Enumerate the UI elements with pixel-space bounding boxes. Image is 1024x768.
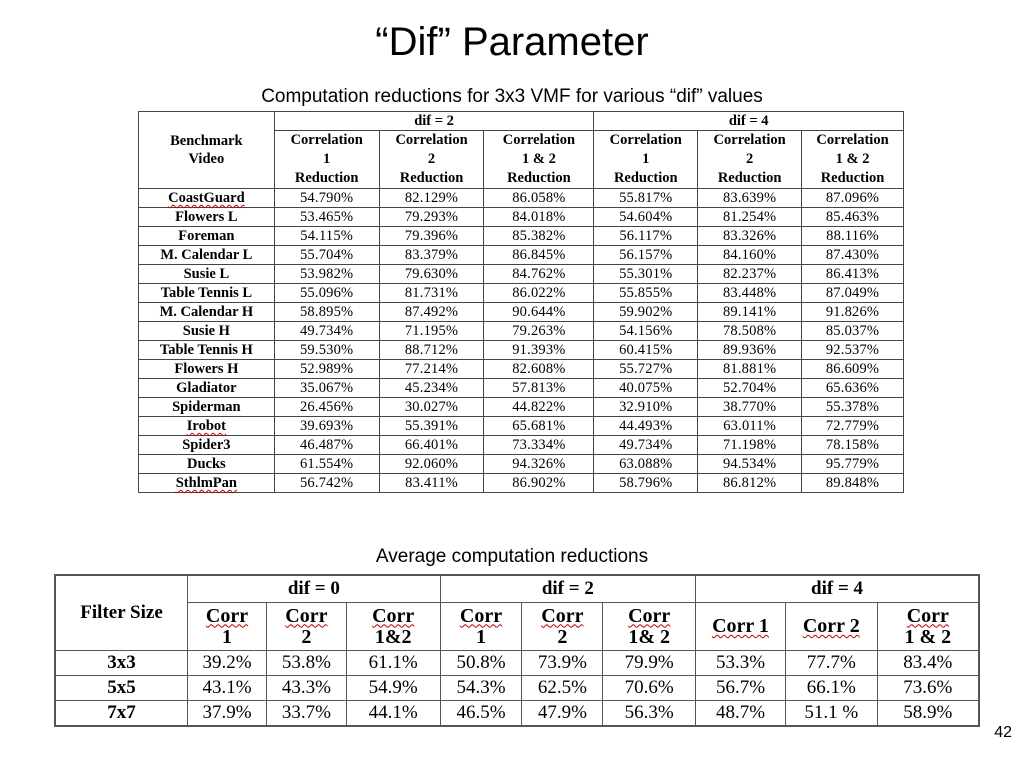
benchmark-name-text: Spider3 [182, 437, 231, 453]
reduction-value: 63.088% [594, 455, 698, 474]
reduction-value: 46.487% [274, 436, 379, 455]
table1-subheader-line: Reduction [399, 170, 464, 186]
table1-subheader-line: 1 & 2 [835, 151, 870, 167]
average-reduction-value: 83.4% [877, 651, 979, 676]
average-reduction-value: 54.3% [440, 676, 522, 701]
page-number: 42 [994, 724, 1012, 741]
average-reduction-value: 37.9% [188, 701, 267, 727]
table2-subheader-line: 1 [222, 625, 233, 648]
reduction-value: 54.156% [594, 322, 698, 341]
table2-group-header-row [55, 575, 979, 603]
average-reduction-value: 53.8% [266, 651, 346, 676]
table2-subheader [696, 603, 786, 651]
table2-subheader [877, 603, 979, 651]
table2-subheader-line: Corr [628, 604, 671, 627]
reduction-value: 82.129% [379, 189, 484, 208]
table2-subheader-line: 1&2 [374, 625, 412, 648]
table1-subheader-line: Correlation [816, 132, 889, 148]
reduction-value: 87.049% [802, 284, 904, 303]
table2-subheader [266, 603, 346, 651]
reduction-value: 66.401% [379, 436, 484, 455]
table1-corner-line2: Video [188, 151, 225, 167]
benchmark-name [139, 303, 275, 322]
reduction-value: 57.813% [484, 379, 594, 398]
average-reduction-value: 53.3% [696, 651, 786, 676]
reduction-value: 77.214% [379, 360, 484, 379]
table-row [139, 303, 904, 322]
table-row [139, 265, 904, 284]
benchmark-name [139, 341, 275, 360]
benchmark-name [139, 189, 275, 208]
table1-subheader-line: Reduction [507, 170, 571, 186]
table2-group-dif0: dif = 0 [188, 575, 441, 603]
reduction-value: 78.158% [802, 436, 904, 455]
table1-subheader-line: Reduction [820, 170, 885, 186]
average-reduction-value: 77.7% [785, 651, 877, 676]
average-reduction-value: 46.5% [440, 701, 522, 727]
reduction-value: 94.534% [698, 455, 802, 474]
benchmark-name-text: Table Tennis L [160, 285, 253, 301]
reduction-value: 55.391% [379, 417, 484, 436]
reduction-value: 40.075% [594, 379, 698, 398]
reduction-value: 88.116% [802, 227, 904, 246]
reduction-value: 91.393% [484, 341, 594, 360]
reduction-value: 30.027% [379, 398, 484, 417]
benchmark-name-text: Spiderman [172, 399, 241, 415]
benchmark-name [139, 246, 275, 265]
reduction-value: 86.845% [484, 246, 594, 265]
reduction-value: 63.011% [698, 417, 802, 436]
filter-size: 5x5 [55, 676, 188, 701]
benchmark-name-text: CoastGuard [168, 190, 245, 206]
benchmark-name [139, 474, 275, 493]
reduction-value: 83.326% [698, 227, 802, 246]
table2-subheader-line: Corr [541, 604, 584, 627]
reduction-value: 32.910% [594, 398, 698, 417]
reduction-value: 81.731% [379, 284, 484, 303]
table2-subheader [522, 603, 603, 651]
table-row [139, 379, 904, 398]
average-reduction-value: 43.3% [266, 676, 346, 701]
table-row [55, 676, 979, 701]
reduction-value: 44.493% [594, 417, 698, 436]
reduction-value: 92.537% [802, 341, 904, 360]
table-row [139, 341, 904, 360]
table1-subheader-line: Correlation [609, 132, 682, 148]
table1-corner-header [139, 112, 275, 189]
table2-subheader-line: 2 [301, 625, 312, 648]
table1-group-dif4: dif = 4 [594, 112, 904, 131]
reduction-value: 54.115% [274, 227, 379, 246]
table-row [139, 360, 904, 379]
reduction-value: 83.639% [698, 189, 802, 208]
table2-subheader-line: 1 [476, 625, 487, 648]
reduction-value: 54.604% [594, 208, 698, 227]
reduction-value: 56.157% [594, 246, 698, 265]
table1-subheader [484, 131, 594, 189]
reduction-value: 53.465% [274, 208, 379, 227]
slide-title: “Dif” Parameter [375, 20, 649, 64]
table1-subheader [594, 131, 698, 189]
table1-subheader [379, 131, 484, 189]
table-row [139, 436, 904, 455]
average-reduction-value: 48.7% [696, 701, 786, 727]
reduction-value: 85.037% [802, 322, 904, 341]
table1-group-dif2: dif = 2 [274, 112, 594, 131]
benchmark-name-text: Gladiator [176, 380, 237, 396]
table-row [139, 246, 904, 265]
table-row [139, 284, 904, 303]
reduction-value: 71.195% [379, 322, 484, 341]
reduction-value: 56.742% [274, 474, 379, 493]
reduction-value: 56.117% [594, 227, 698, 246]
reduction-value: 55.727% [594, 360, 698, 379]
average-reduction-value: 79.9% [603, 651, 696, 676]
reduction-value: 95.779% [802, 455, 904, 474]
average-reduction-value: 33.7% [266, 701, 346, 727]
benchmark-name-text: M. Calendar L [160, 247, 253, 263]
table2-group-dif2: dif = 2 [440, 575, 695, 603]
table2-body [55, 651, 979, 727]
reduction-value: 35.067% [274, 379, 379, 398]
reduction-value: 86.413% [802, 265, 904, 284]
reduction-value: 91.826% [802, 303, 904, 322]
table1-subheader-line: Reduction [717, 170, 782, 186]
table2-subheader-line: Corr [459, 604, 503, 627]
reduction-value: 94.326% [484, 455, 594, 474]
reduction-value: 71.198% [698, 436, 802, 455]
reduction-value: 83.411% [379, 474, 484, 493]
reduction-value: 89.141% [698, 303, 802, 322]
table2-subheader-line: Corr [205, 604, 249, 627]
average-reduction-value: 66.1% [785, 676, 877, 701]
table2-corner-header: Filter Size [55, 575, 188, 651]
reduction-value: 39.693% [274, 417, 379, 436]
table2-subheader [603, 603, 696, 651]
table-row [139, 227, 904, 246]
table2-subheader [440, 603, 522, 651]
reduction-value: 60.415% [594, 341, 698, 360]
filter-size: 7x7 [55, 701, 188, 727]
table-row [55, 701, 979, 727]
reduction-value: 92.060% [379, 455, 484, 474]
table2-subheader-line: Corr 2 [802, 615, 860, 637]
table1-body [139, 189, 904, 493]
table2-group-dif4: dif = 4 [696, 575, 979, 603]
reduction-value: 82.237% [698, 265, 802, 284]
reduction-value: 84.762% [484, 265, 594, 284]
benchmark-name [139, 360, 275, 379]
average-reduction-value: 54.9% [346, 676, 440, 701]
reduction-value: 86.022% [484, 284, 594, 303]
reduction-value: 55.855% [594, 284, 698, 303]
benchmark-name-text: Flowers H [174, 361, 239, 377]
reduction-value: 78.508% [698, 322, 802, 341]
average-reduction-value: 56.7% [696, 676, 786, 701]
table1-subheader-line: Correlation [290, 132, 363, 148]
table1-subheader-line: 1 [642, 151, 650, 167]
benchmark-name-text: M. Calendar H [159, 304, 254, 320]
reduction-value: 81.254% [698, 208, 802, 227]
table1-group-header-row [139, 112, 904, 131]
table1-subheader-line: 2 [427, 151, 436, 167]
reduction-value: 89.848% [802, 474, 904, 493]
table1-subheader [698, 131, 802, 189]
reduction-value: 86.058% [484, 189, 594, 208]
table1-caption: Computation reductions for 3x3 VMF for various “dif” values [261, 86, 763, 107]
benchmark-name [139, 398, 275, 417]
table-row [139, 474, 904, 493]
table-row [139, 417, 904, 436]
benchmark-name [139, 208, 275, 227]
benchmark-name [139, 379, 275, 398]
reduction-value: 79.263% [484, 322, 594, 341]
filter-size: 3x3 [55, 651, 188, 676]
reduction-value: 59.902% [594, 303, 698, 322]
table2-subheader-line: Corr 1 [712, 615, 769, 637]
table1-subheader-line: 2 [746, 151, 754, 167]
table2-subheader-line: 1& 2 [628, 625, 671, 648]
reduction-value: 55.817% [594, 189, 698, 208]
reduction-value: 55.096% [274, 284, 379, 303]
table-row [139, 322, 904, 341]
benchmark-name [139, 455, 275, 474]
table-row [139, 455, 904, 474]
reduction-value: 55.378% [802, 398, 904, 417]
table1-subheader-line: Reduction [294, 170, 359, 186]
reduction-value: 55.704% [274, 246, 379, 265]
average-reduction-table [54, 574, 980, 727]
reduction-value: 90.644% [484, 303, 594, 322]
average-reduction-value: 56.3% [603, 701, 696, 727]
reduction-value: 55.301% [594, 265, 698, 284]
table2-subheader-row [55, 603, 979, 651]
benchmark-name-text: Susie H [182, 323, 230, 339]
average-reduction-value: 70.6% [603, 676, 696, 701]
reduction-value: 89.936% [698, 341, 802, 360]
table-row [139, 398, 904, 417]
average-reduction-value: 62.5% [522, 676, 603, 701]
table2-subheader [188, 603, 267, 651]
benchmark-name-text: Table Tennis H [159, 342, 253, 358]
table1-subheader-line: Correlation [713, 132, 786, 148]
reduction-value: 59.530% [274, 341, 379, 360]
average-reduction-value: 43.1% [188, 676, 267, 701]
benchmark-name [139, 227, 275, 246]
benchmark-name [139, 284, 275, 303]
reduction-value: 53.982% [274, 265, 379, 284]
reduction-value: 87.096% [802, 189, 904, 208]
table2-subheader-line: Corr [285, 604, 328, 627]
reduction-value: 86.609% [802, 360, 904, 379]
table1-subheader [274, 131, 379, 189]
reduction-value: 79.630% [379, 265, 484, 284]
table1-subheader-line: 1 & 2 [521, 151, 556, 167]
table2-subheader-line: Corr [372, 604, 415, 627]
benchmark-name [139, 265, 275, 284]
reduction-value: 84.160% [698, 246, 802, 265]
reduction-value: 82.608% [484, 360, 594, 379]
table1-subheader-line: Reduction [613, 170, 678, 186]
reduction-value: 86.812% [698, 474, 802, 493]
table-row [55, 651, 979, 676]
table1-corner-line1: Benchmark [170, 133, 243, 149]
reduction-value: 44.822% [484, 398, 594, 417]
reduction-value: 73.334% [484, 436, 594, 455]
reduction-value: 72.779% [802, 417, 904, 436]
reduction-value: 26.456% [274, 398, 379, 417]
reduction-value: 38.770% [698, 398, 802, 417]
reduction-value: 81.881% [698, 360, 802, 379]
table1-subheader-line: Correlation [502, 132, 576, 148]
reduction-value: 88.712% [379, 341, 484, 360]
average-reduction-value: 61.1% [346, 651, 440, 676]
reduction-value: 79.293% [379, 208, 484, 227]
reduction-value: 83.448% [698, 284, 802, 303]
average-reduction-value: 39.2% [188, 651, 267, 676]
reduction-value: 84.018% [484, 208, 594, 227]
reduction-value: 54.790% [274, 189, 379, 208]
benchmark-name-text: Ducks [187, 456, 226, 472]
average-reduction-value: 73.9% [522, 651, 603, 676]
reduction-value: 85.463% [802, 208, 904, 227]
average-reduction-value: 44.1% [346, 701, 440, 727]
reduction-value: 85.382% [484, 227, 594, 246]
table-row [139, 208, 904, 227]
average-reduction-value: 47.9% [522, 701, 603, 727]
benchmark-name-text: Irobot [186, 418, 226, 434]
table1-subheader-line: 1 [323, 151, 331, 167]
benchmark-name-text: Susie L [183, 266, 230, 282]
average-reduction-value: 58.9% [877, 701, 979, 727]
reduction-value: 79.396% [379, 227, 484, 246]
reduction-value: 87.492% [379, 303, 484, 322]
reduction-value: 58.895% [274, 303, 379, 322]
benchmark-reduction-table [138, 111, 904, 493]
benchmark-name [139, 417, 275, 436]
table2-subheader [785, 603, 877, 651]
average-reduction-value: 73.6% [877, 676, 979, 701]
table1-subheader [802, 131, 904, 189]
reduction-value: 65.681% [484, 417, 594, 436]
benchmark-name-text: Flowers L [175, 209, 238, 225]
reduction-value: 87.430% [802, 246, 904, 265]
reduction-value: 61.554% [274, 455, 379, 474]
reduction-value: 65.636% [802, 379, 904, 398]
benchmark-name-text: SthlmPan [175, 475, 237, 491]
table-row [139, 189, 904, 208]
benchmark-name [139, 322, 275, 341]
reduction-value: 86.902% [484, 474, 594, 493]
table2-subheader [346, 603, 440, 651]
reduction-value: 58.796% [594, 474, 698, 493]
reduction-value: 52.989% [274, 360, 379, 379]
reduction-value: 49.734% [594, 436, 698, 455]
average-reduction-value: 51.1 % [785, 701, 877, 727]
reduction-value: 83.379% [379, 246, 484, 265]
benchmark-name [139, 436, 275, 455]
table2-subheader-line: Corr [906, 604, 949, 627]
table2-subheader-line: 2 [557, 625, 568, 648]
reduction-value: 52.704% [698, 379, 802, 398]
reduction-value: 49.734% [274, 322, 379, 341]
table2-subheader-line: 1 & 2 [904, 625, 952, 648]
average-reduction-value: 50.8% [440, 651, 522, 676]
benchmark-name-text: Foreman [178, 228, 235, 244]
table1-subheader-line: Correlation [395, 132, 468, 148]
reduction-value: 45.234% [379, 379, 484, 398]
table2-caption: Average computation reductions [375, 546, 649, 567]
